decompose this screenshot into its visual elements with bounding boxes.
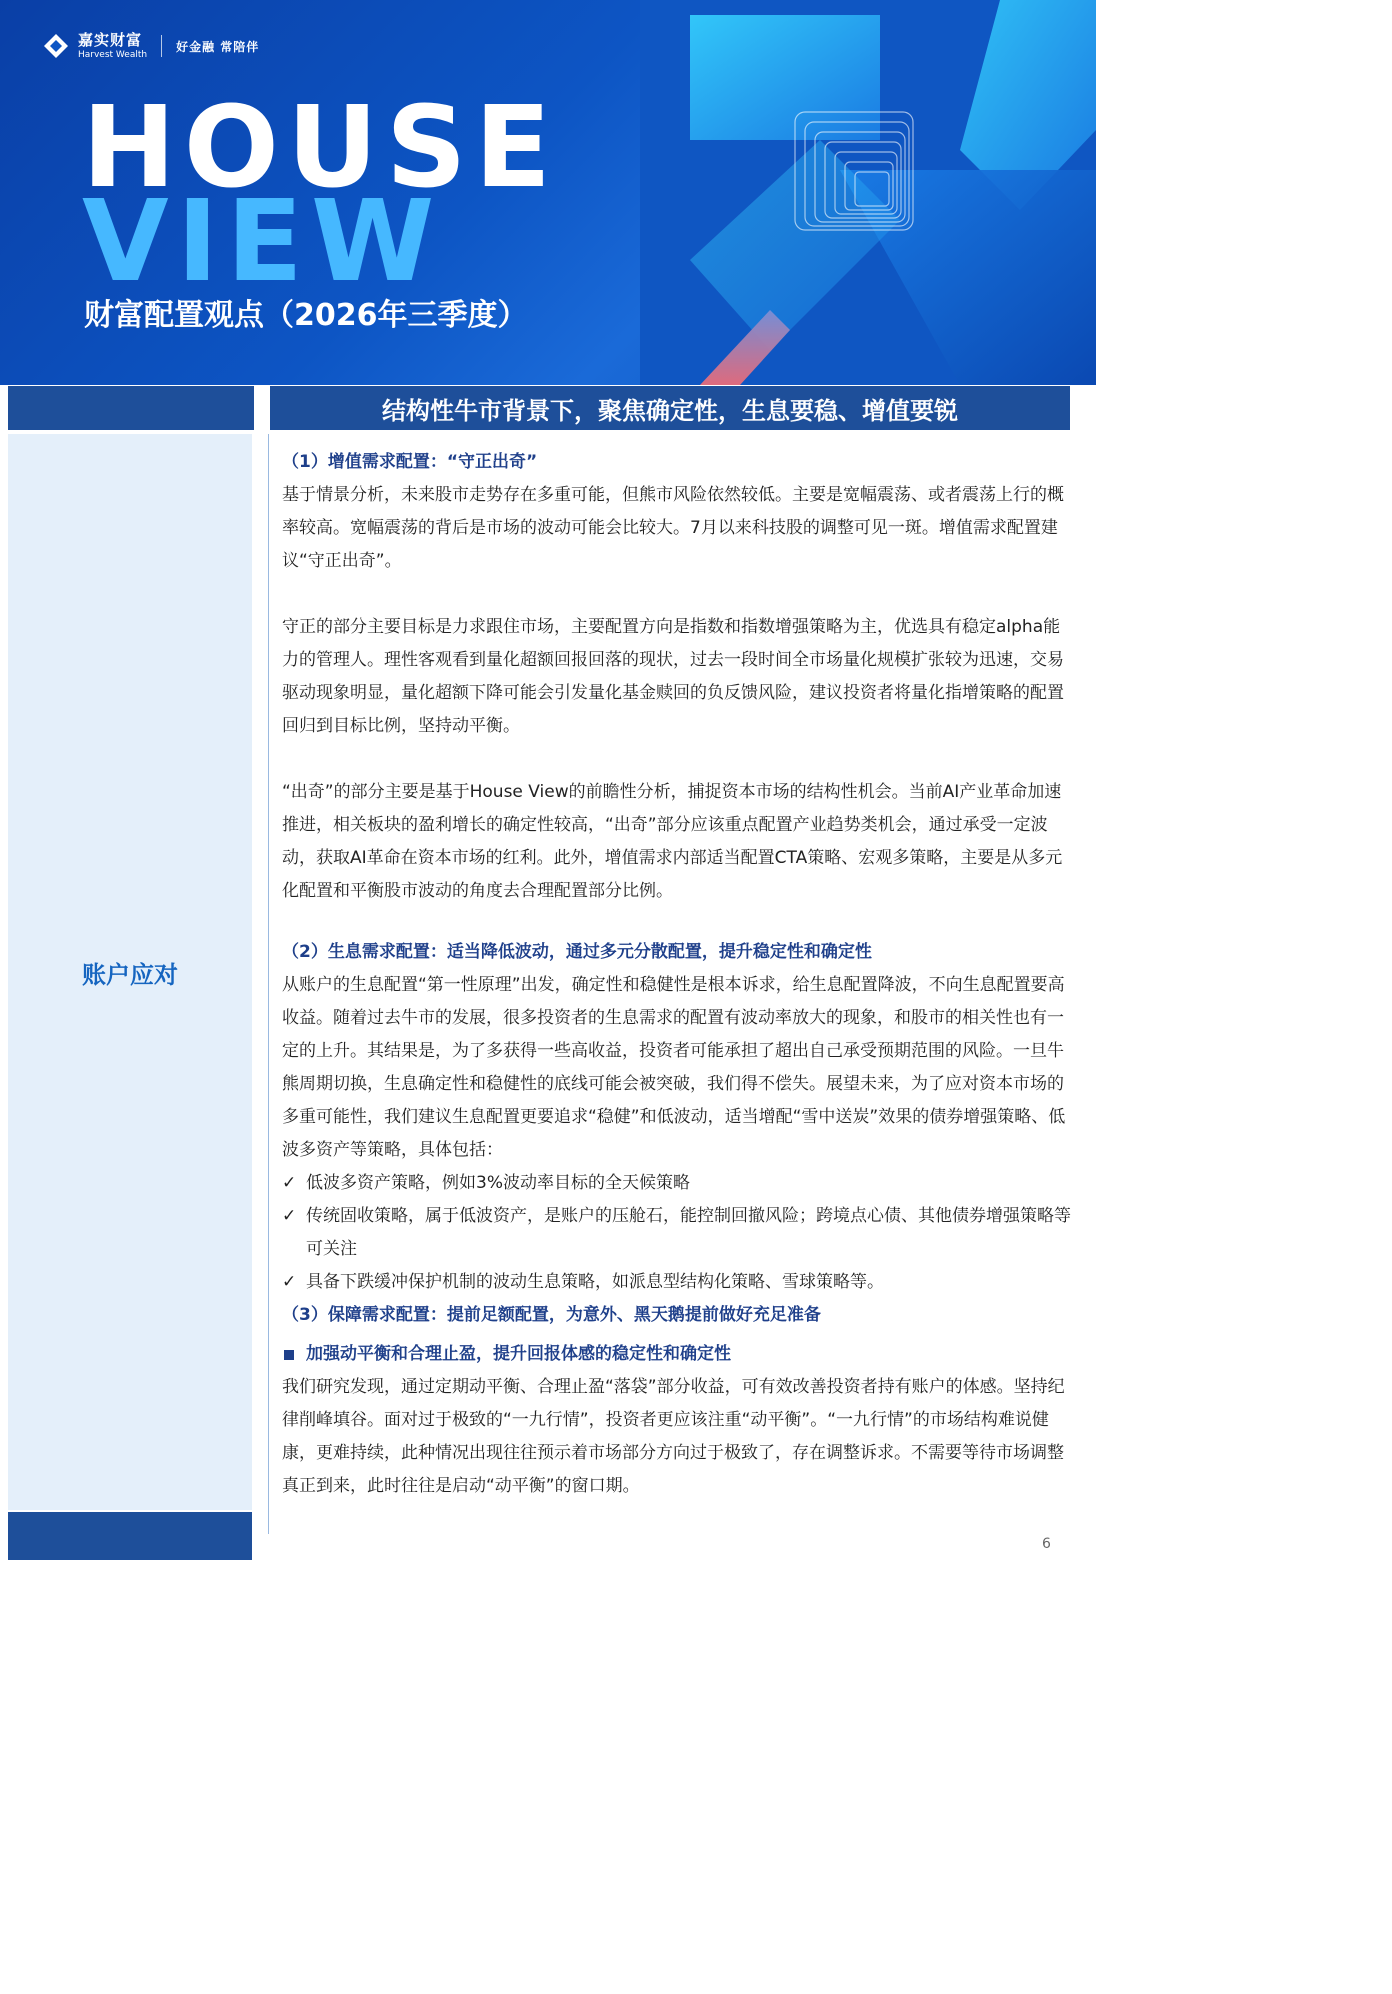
heading-growth-allocation: （1）增值需求配置：“守正出奇” — [282, 452, 538, 472]
square-bullet-icon — [284, 1350, 294, 1360]
account-response-label: 账户应对 — [82, 961, 178, 989]
bullet-heading-text: 加强动平衡和合理止盈，提升回报体感的稳定性和确定性 — [306, 1344, 731, 1364]
check-item — [282, 1167, 1072, 1200]
page-number: 6 — [1042, 1536, 1051, 1552]
brand-slogan: 好金融 常陪伴 — [176, 39, 260, 54]
check-item — [282, 1266, 1072, 1299]
main-content — [282, 446, 1072, 1503]
bullet-heading — [282, 1338, 1072, 1371]
paragraph-growth-intro: 基于情景分析，未来股市走势存在多重可能，但熊市风险依然较低。主要是宽幅震荡、或者震荡上行的概率较高。宽幅震荡的背后是市场的波动可能会比较大。7月以来科技股的调整可见一斑。增值需求配置建议“守正出奇”。 — [282, 485, 1064, 571]
brand-header — [42, 32, 259, 60]
column-divider — [268, 434, 269, 1534]
check-icon: ✓ — [282, 1272, 297, 1292]
left-header-bar — [8, 386, 254, 430]
heading-protection-allocation: （3）保障需求配置：提前足额配置，为意外、黑天鹅提前做好充足准备 — [282, 1305, 821, 1325]
title-house: HOUSE — [82, 83, 560, 213]
section-header: 结构性牛市背景下，聚焦确定性，生息要稳、增值要锐 — [270, 386, 1070, 430]
paragraph-income: 从账户的生息配置“第一性原理”出发，确定性和稳健性是根本诉求，给生息配置降波，不向生息配置要高收益。随着过去牛市的发展，很多投资者的生息需求的配置有波动率放大的现象，和股市的相关性也有一定的上升。其结果是，为了多获得一些高收益，投资者可能承担了超出自己承受预期范围的风险。一旦牛熊周期切换，生息确定性和稳健性的底线可能会被突破，我们得不偿失。展望未来，为了应对资本市场的多重可能性，我们建议生息配置更要追求“稳健”和低波动，适当增配“雪中送炭”效果的债券增强策略、低波多资产等策略，具体包括： — [282, 975, 1066, 1160]
harvest-logo-icon — [42, 32, 70, 60]
report-subtitle: 财富配置观点（2026年三季度） — [84, 298, 528, 333]
heading-income-allocation: （2）生息需求配置：适当降低波动，通过多元分散配置，提升稳定性和确定性 — [282, 942, 872, 962]
check-item-text: 低波多资产策略，例如3%波动率目标的全天候策略 — [306, 1173, 690, 1193]
paragraph-core-part: 守正的部分主要目标是力求跟住市场，主要配置方向是指数和指数增强策略为主，优选具有稳定alpha能力的管理人。理性客观看到量化超额回报回落的现状，过去一段时间全市场量化规模扩张较为迅速，交易驱动现象明显，量化超额下降可能会引发量化基金赎回的负反馈风险，建议投资者将量化指增策略的配置回归到目标比例，坚持动平衡。 — [282, 617, 1064, 736]
brand-cn: 嘉实财富 — [78, 30, 143, 49]
paragraph-satellite-part: “出奇”的部分主要是基于House View的前瞻性分析，捕捉资本市场的结构性机会。当前AI产业革命加速推进，相关板块的盈利增长的确定性较高，“出奇”部分应该重点配置产业趋势类机会，通过承受一定波动，获取AI革命在资本市场的红利。此外，增值需求内部适当配置CTA策略、宏观多策略，主要是从多元化配置和平衡股市波动的角度去合理配置部分比例。 — [282, 782, 1063, 901]
paragraph-rebalance: 我们研究发现，通过定期动平衡、合理止盈“落袋”部分收益，可有效改善投资者持有账户的体感。坚持纪律削峰填谷。面对过于极致的“一九行情”，投资者更应该注重“动平衡”。“一九行情”的市场结构难说健康，更难持续，此种情况出现往往预示着市场部分方向过于极致了，存在调整诉求。不需要等待市场调整真正到来，此时往往是启动“动平衡”的窗口期。 — [282, 1377, 1065, 1496]
left-footer-bar — [8, 1512, 252, 1560]
check-item-text: 传统固收策略，属于低波资产，是账户的压舱石，能控制回撤风险；跨境点心债、其他债券增强策略等可关注 — [306, 1206, 1071, 1259]
brand-names — [78, 30, 148, 60]
brand-divider — [161, 35, 162, 57]
brand-en: Harvest Wealth — [78, 49, 148, 60]
check-icon: ✓ — [282, 1173, 297, 1193]
check-item-text: 具备下跌缓冲保护机制的波动生息策略，如派息型结构化策略、雪球策略等。 — [306, 1272, 884, 1292]
check-item — [282, 1200, 1072, 1266]
check-icon: ✓ — [282, 1206, 297, 1226]
cover-banner — [0, 0, 1096, 385]
title-view: VIEW — [82, 177, 443, 307]
